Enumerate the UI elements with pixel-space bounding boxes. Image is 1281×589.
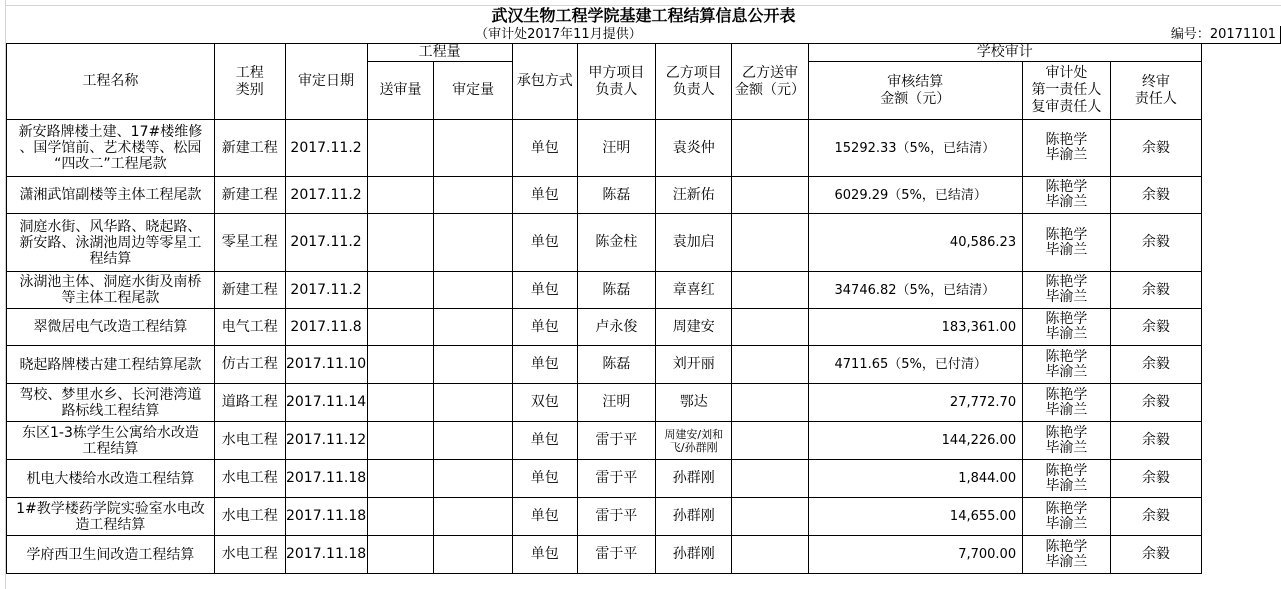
header-party-b-amount-line2: 金额（元） xyxy=(734,81,805,98)
party-a-lead-cell: 陈磊 xyxy=(577,177,655,214)
approval-date-cell: 2017.11.18 xyxy=(285,536,367,574)
audit-responsible-line: 陈艳学 xyxy=(1045,179,1088,195)
party-b-amount-cell xyxy=(732,422,808,460)
category-cell: 水电工程 xyxy=(214,498,285,536)
approved-quantity-cell xyxy=(434,214,512,272)
audit-responsible-cell xyxy=(1023,272,1111,309)
project-name-line: 新安路牌楼土建、17#楼维修 xyxy=(18,124,203,140)
category-cell: 新建工程 xyxy=(214,272,285,309)
project-name-line: 驾校、梦里水乡、长河港湾道 xyxy=(19,386,202,403)
party-b-lead-line: 汪新佑 xyxy=(672,186,715,203)
audited-amount-cell: 40,586.23 xyxy=(808,214,1023,272)
final-reviewer-cell: 余毅 xyxy=(1110,214,1201,272)
project-name-cell xyxy=(7,346,215,384)
audit-responsible-cell xyxy=(1023,422,1111,460)
category-cell: 水电工程 xyxy=(214,536,285,574)
party-b-lead-cell xyxy=(656,346,732,384)
approval-date-cell: 2017.11.2 xyxy=(285,214,367,272)
empty-cell xyxy=(1201,44,1280,120)
header-audited-amount-line1: 审核结算 xyxy=(887,73,944,90)
category-cell: 仿古工程 xyxy=(214,346,285,384)
empty-cell xyxy=(1201,384,1280,422)
party-a-lead-cell: 陈磊 xyxy=(577,272,655,309)
category-cell: 水电工程 xyxy=(214,460,285,498)
header-audit-responsible xyxy=(1023,62,1111,120)
party-b-amount-cell xyxy=(732,384,808,422)
table-row xyxy=(7,309,1281,346)
project-name-line: 程结算 xyxy=(89,250,132,267)
approval-date-cell: 2017.11.2 xyxy=(285,120,367,177)
audit-responsible-cell xyxy=(1023,214,1111,272)
project-name-line: 东区1-3栋学生公寓给水改造 xyxy=(22,424,199,441)
header-final-reviewer-line1: 终审 xyxy=(1141,73,1170,90)
approval-date-cell: 2017.11.18 xyxy=(285,460,367,498)
empty-cell xyxy=(1201,177,1280,214)
audited-amount-cell: 15292.33（5%，已结清） xyxy=(808,120,1023,177)
header-school-audit-group: 学校审计 xyxy=(808,44,1201,62)
party-b-lead-line: 孙群刚 xyxy=(672,508,715,524)
submitted-quantity-cell xyxy=(367,346,434,384)
empty-cell xyxy=(1201,346,1280,384)
final-reviewer-cell: 余毅 xyxy=(1110,309,1201,346)
header-audit-resp-line2: 第一责任人 xyxy=(1031,82,1102,98)
header-final-reviewer xyxy=(1110,62,1201,120)
party-a-lead-cell: 卢永俊 xyxy=(577,309,655,346)
party-b-lead-line: 周建安 xyxy=(672,318,715,335)
approved-quantity-cell xyxy=(434,177,512,214)
contract-mode-cell: 单包 xyxy=(512,309,577,346)
submitted-quantity-cell xyxy=(367,536,434,574)
audit-responsible-line: 陈艳学 xyxy=(1045,274,1088,290)
party-b-lead-line: 孙群刚 xyxy=(672,470,715,486)
party-b-lead-cell xyxy=(656,422,732,460)
contract-mode-cell: 单包 xyxy=(512,422,577,460)
audit-responsible-line: 陈艳学 xyxy=(1045,226,1088,243)
header-party-b-lead xyxy=(656,44,732,120)
audit-responsible-line: 毕渝兰 xyxy=(1045,194,1088,210)
approval-date-cell: 2017.11.14 xyxy=(285,384,367,422)
contract-mode-cell: 单包 xyxy=(512,498,577,536)
header-approved-quantity: 审定量 xyxy=(434,62,512,120)
audit-responsible-line: 毕渝兰 xyxy=(1045,439,1088,456)
audit-responsible-line: 陈艳学 xyxy=(1045,538,1088,555)
final-reviewer-cell: 余毅 xyxy=(1110,384,1201,422)
header-party-b-line1: 乙方项目 xyxy=(665,64,722,81)
audit-responsible-line: 毕渝兰 xyxy=(1045,241,1088,258)
party-b-lead-line: 孙群刚 xyxy=(672,546,715,562)
submitted-quantity-cell xyxy=(367,460,434,498)
category-cell: 新建工程 xyxy=(214,120,285,177)
party-b-amount-cell xyxy=(732,272,808,309)
audited-amount-cell: 144,226.00 xyxy=(808,422,1023,460)
party-b-lead-cell xyxy=(656,536,732,574)
party-a-lead-cell: 汪明 xyxy=(577,384,655,422)
table-row xyxy=(7,384,1281,422)
final-reviewer-cell: 余毅 xyxy=(1110,120,1201,177)
party-a-lead-cell: 陈磊 xyxy=(577,346,655,384)
party-b-amount-cell xyxy=(732,460,808,498)
audit-responsible-line: 陈艳学 xyxy=(1045,500,1088,517)
party-b-lead-cell xyxy=(656,460,732,498)
audit-responsible-cell xyxy=(1023,536,1111,574)
table-row xyxy=(7,177,1281,214)
header-category-line1: 工程 xyxy=(235,64,264,81)
project-name-cell xyxy=(7,214,215,272)
audited-amount-cell: 6029.29（5%，已结清） xyxy=(808,177,1023,214)
header-project-name: 工程名称 xyxy=(7,44,215,120)
project-name-line: 1#教学楼药学院实验室水电改 xyxy=(16,500,205,517)
final-reviewer-cell: 余毅 xyxy=(1110,177,1201,214)
table-row xyxy=(7,498,1281,536)
project-name-cell xyxy=(7,272,215,309)
category-cell: 水电工程 xyxy=(214,422,285,460)
project-name-line: 晓起路牌楼古建工程结算尾款 xyxy=(19,356,202,373)
audit-responsible-line: 陈艳学 xyxy=(1045,386,1088,403)
party-a-lead-cell: 雷于平 xyxy=(577,422,655,460)
contract-mode-cell: 单包 xyxy=(512,120,577,177)
contract-mode-cell: 单包 xyxy=(512,177,577,214)
audit-responsible-line: 毕渝兰 xyxy=(1045,477,1088,494)
header-party-a-line2: 负责人 xyxy=(595,81,638,98)
page-title: 武汉生物工程学院基建工程结算信息公开表 xyxy=(491,6,796,25)
project-name-cell xyxy=(7,422,215,460)
audit-responsible-line: 毕渝兰 xyxy=(1045,553,1088,570)
final-reviewer-cell: 余毅 xyxy=(1110,422,1201,460)
party-b-lead-line: 章喜红 xyxy=(672,281,715,298)
project-name-line: 、国学馆前、艺术楼等、松园 xyxy=(19,140,202,156)
header-contract-mode: 承包方式 xyxy=(512,44,577,120)
project-name-cell xyxy=(7,498,215,536)
audited-amount-cell: 14,655.00 xyxy=(808,498,1023,536)
audit-responsible-line: 毕渝兰 xyxy=(1045,289,1088,305)
approved-quantity-cell xyxy=(434,120,512,177)
audit-responsible-cell xyxy=(1023,346,1111,384)
header-party-b-line2: 负责人 xyxy=(672,81,715,98)
approved-quantity-cell xyxy=(434,272,512,309)
table-row xyxy=(7,536,1281,574)
audit-responsible-line: 毕渝兰 xyxy=(1045,515,1088,532)
approved-quantity-cell xyxy=(434,460,512,498)
submitted-quantity-cell xyxy=(367,309,434,346)
header-submitted-quantity: 送审量 xyxy=(367,62,434,120)
project-name-line: 路标线工程结算 xyxy=(61,402,160,419)
empty-cell xyxy=(1201,422,1280,460)
empty-cell xyxy=(1201,214,1280,272)
party-b-amount-cell xyxy=(732,309,808,346)
project-name-cell xyxy=(7,177,215,214)
final-reviewer-cell: 余毅 xyxy=(1110,272,1201,309)
contract-mode-cell: 单包 xyxy=(512,272,577,309)
project-name-cell xyxy=(7,309,215,346)
empty-cell xyxy=(1201,309,1280,346)
party-b-amount-cell xyxy=(732,536,808,574)
party-a-lead-cell: 陈金柱 xyxy=(577,214,655,272)
project-name-cell xyxy=(7,536,215,574)
project-name-cell xyxy=(7,384,215,422)
header-audit-resp-line1: 审计处 xyxy=(1045,65,1088,81)
audit-responsible-line: 毕渝兰 xyxy=(1045,326,1088,342)
header-final-reviewer-line2: 责任人 xyxy=(1134,90,1177,107)
audited-amount-cell: 4711.65（5%，已付清） xyxy=(808,346,1023,384)
party-b-lead-line: 袁加启 xyxy=(672,234,715,250)
audit-responsible-cell xyxy=(1023,498,1111,536)
party-a-lead-cell: 雷于平 xyxy=(577,460,655,498)
table-row xyxy=(7,346,1281,384)
empty-cell xyxy=(1201,536,1280,574)
approved-quantity-cell xyxy=(434,422,512,460)
party-b-lead-cell xyxy=(656,120,732,177)
settlement-table xyxy=(6,6,1281,574)
project-name-line: 新安路、泳湖池周边等零星工 xyxy=(19,234,202,251)
empty-cell xyxy=(1201,272,1280,309)
category-cell: 道路工程 xyxy=(214,384,285,422)
approval-date-cell: 2017.11.12 xyxy=(285,422,367,460)
project-name-line: 学府西卫生间改造工程结算 xyxy=(26,546,195,563)
project-name-line: 机电大楼给水改造工程结算 xyxy=(26,470,195,487)
audit-responsible-line: 陈艳学 xyxy=(1045,462,1088,479)
table-row xyxy=(7,272,1281,309)
final-reviewer-cell: 余毅 xyxy=(1110,498,1201,536)
category-cell: 电气工程 xyxy=(214,309,285,346)
audit-responsible-line: 陈艳学 xyxy=(1045,348,1088,365)
category-cell: 零星工程 xyxy=(214,214,285,272)
audited-amount-cell: 27,772.70 xyxy=(808,384,1023,422)
audit-responsible-cell xyxy=(1023,120,1111,177)
party-b-lead-line: 鄂达 xyxy=(679,394,708,410)
header-party-a-lead xyxy=(577,44,655,120)
party-b-lead-cell xyxy=(656,214,732,272)
approval-date-cell: 2017.11.2 xyxy=(285,177,367,214)
party-b-lead-cell xyxy=(656,384,732,422)
party-b-amount-cell xyxy=(732,346,808,384)
project-name-cell xyxy=(7,120,215,177)
party-a-lead-cell: 雷于平 xyxy=(577,536,655,574)
party-b-lead-line: 刘开丽 xyxy=(672,356,715,372)
project-name-line: 洞庭水街、风华路、晓起路、 xyxy=(19,218,202,235)
approval-date-cell: 2017.11.10 xyxy=(285,346,367,384)
submitted-quantity-cell xyxy=(367,177,434,214)
audit-responsible-cell xyxy=(1023,460,1111,498)
final-reviewer-cell: 余毅 xyxy=(1110,536,1201,574)
empty-cell xyxy=(1201,460,1280,498)
party-b-lead-cell xyxy=(656,177,732,214)
approval-date-cell: 2017.11.18 xyxy=(285,498,367,536)
audit-responsible-line: 毕渝兰 xyxy=(1045,147,1088,163)
project-name-cell xyxy=(7,460,215,498)
approved-quantity-cell xyxy=(434,346,512,384)
project-name-line: 工程结算 xyxy=(82,440,139,457)
audit-responsible-line: 毕渝兰 xyxy=(1045,401,1088,418)
party-b-amount-cell xyxy=(732,498,808,536)
audited-amount-cell: 34746.82（5%，已结清） xyxy=(808,272,1023,309)
header-party-a-line1: 甲方项目 xyxy=(588,64,645,81)
project-name-line: 等主体工程尾款 xyxy=(61,290,160,306)
party-b-amount-cell xyxy=(732,214,808,272)
header-audit-resp-line3: 复审责任人 xyxy=(1031,99,1102,115)
header-party-b-amount-line1: 乙方送审 xyxy=(741,64,798,81)
audit-responsible-line: 陈艳学 xyxy=(1045,424,1088,441)
party-a-lead-cell: 汪明 xyxy=(577,120,655,177)
header-quantity-group: 工程量 xyxy=(367,44,512,62)
party-b-lead-line: 袁炎仲 xyxy=(672,139,715,156)
empty-cell xyxy=(1201,120,1280,177)
approval-date-cell: 2017.11.8 xyxy=(285,309,367,346)
submitted-quantity-cell xyxy=(367,272,434,309)
audited-amount-cell: 7,700.00 xyxy=(808,536,1023,574)
header-category xyxy=(214,44,285,120)
table-row xyxy=(7,422,1281,460)
project-name-line: 潇湘武馆副楼等主体工程尾款 xyxy=(19,187,202,203)
table-body xyxy=(7,120,1281,574)
header-party-b-amount xyxy=(732,44,808,120)
audit-responsible-line: 陈艳学 xyxy=(1045,132,1088,148)
party-b-lead-cell xyxy=(656,498,732,536)
party-b-lead-cell xyxy=(656,272,732,309)
party-b-lead-line: 飞/孙群刚 xyxy=(669,440,718,454)
submitted-quantity-cell xyxy=(367,120,434,177)
final-reviewer-cell: 余毅 xyxy=(1110,346,1201,384)
audit-responsible-cell xyxy=(1023,309,1111,346)
submitted-quantity-cell xyxy=(367,214,434,272)
contract-mode-cell: 单包 xyxy=(512,460,577,498)
header-audited-amount xyxy=(808,62,1023,120)
header-audited-amount-line2: 金额（元） xyxy=(880,90,951,107)
project-name-line: 翠微居电气改造工程结算 xyxy=(33,319,188,335)
approval-date-cell: 2017.11.2 xyxy=(285,272,367,309)
party-b-amount-cell xyxy=(732,177,808,214)
table-row xyxy=(7,214,1281,272)
party-b-amount-cell xyxy=(732,120,808,177)
approved-quantity-cell xyxy=(434,536,512,574)
party-b-lead-cell xyxy=(656,309,732,346)
audited-amount-cell: 183,361.00 xyxy=(808,309,1023,346)
project-name-line: 泳湖池主体、洞庭水街及南桥 xyxy=(19,274,202,290)
contract-mode-cell: 单包 xyxy=(512,536,577,574)
contract-mode-cell: 单包 xyxy=(512,214,577,272)
project-name-line: 造工程结算 xyxy=(75,516,146,533)
audited-amount-cell: 1,844.00 xyxy=(808,460,1023,498)
submitted-quantity-cell xyxy=(367,384,434,422)
audit-responsible-cell xyxy=(1023,384,1111,422)
audit-responsible-cell xyxy=(1023,177,1111,214)
audit-responsible-line: 陈艳学 xyxy=(1045,311,1088,327)
submitted-quantity-cell xyxy=(367,498,434,536)
approved-quantity-cell xyxy=(434,498,512,536)
contract-mode-cell: 双包 xyxy=(512,384,577,422)
header-category-line2: 类别 xyxy=(235,81,264,98)
page-subtitle: （审计处2017年11月提供） xyxy=(7,26,1111,44)
audit-responsible-line: 毕渝兰 xyxy=(1045,363,1088,380)
approved-quantity-cell xyxy=(434,384,512,422)
table-row xyxy=(7,120,1281,177)
party-b-lead-line: 周建安/刘和 xyxy=(664,427,724,441)
category-cell: 新建工程 xyxy=(214,177,285,214)
contract-mode-cell: 单包 xyxy=(512,346,577,384)
submitted-quantity-cell xyxy=(367,422,434,460)
document-number: 编号：20171101 xyxy=(1110,26,1280,44)
project-name-line: “四改二”工程尾款 xyxy=(54,156,167,172)
header-approval-date: 审定日期 xyxy=(285,44,367,120)
approved-quantity-cell xyxy=(434,309,512,346)
empty-cell xyxy=(1201,498,1280,536)
table-row xyxy=(7,460,1281,498)
party-a-lead-cell: 雷于平 xyxy=(577,498,655,536)
final-reviewer-cell: 余毅 xyxy=(1110,460,1201,498)
